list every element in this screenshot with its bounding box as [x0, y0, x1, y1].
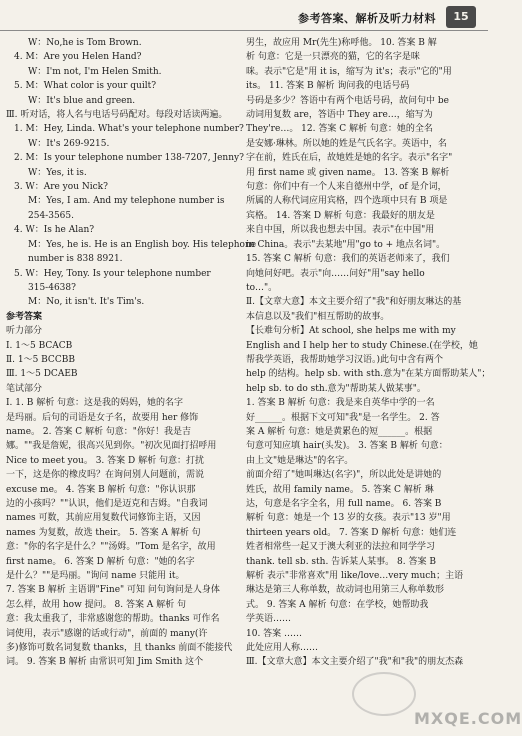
page-header: [0, 4, 488, 30]
text-line: 所属的人称代词应用宾格，四个选项中只有 B 项是: [246, 196, 448, 207]
text-line: 向她问好吧。表示"向……问好"用"say hello: [246, 268, 425, 279]
text-line: 【长难句分析】At school, she helps me with my: [246, 326, 456, 337]
watermark-stamp: [352, 672, 416, 716]
text-line: 5. M：What color is your quilt?: [14, 81, 157, 92]
watermark-text: MXQE.COM: [414, 709, 522, 728]
text-line: 7. 答案 B 解析 主语谓"Fine" 可知 问句询问是人身体: [6, 585, 220, 596]
text-line: help 的结构。help sb. with sth.意为"在某方面帮助某人"；: [246, 369, 491, 380]
text-line: Ⅲ.【文章大意】本文主要介绍了"我"和"我"的朋友杰森: [246, 657, 464, 668]
text-line: W：Yes, it is.: [28, 167, 87, 178]
text-line: 解析 表示"非常喜欢"用 like/love…very much；主语: [246, 571, 464, 582]
text-line: thank. tell sb. sth. 告诉某人某事。 8. 答案 B: [246, 556, 436, 567]
text-line: Ⅱ. 1～5 BCCBB: [6, 354, 75, 365]
text-line: in China。表示"去某地"用"go to + 地点名词"。: [246, 239, 446, 250]
header-divider: [0, 30, 488, 31]
text-line: 笔试部分: [6, 383, 43, 394]
text-line: 前面介绍了"她叫琳达(名字)"，所以此处是讲她的: [246, 470, 442, 481]
text-line: Ⅱ.【文章大意】本文主要介绍了"我"和好朋友琳达的基: [246, 297, 462, 308]
text-line: name。 2. 答案 C 解析 句意："你好！我是吉: [6, 426, 191, 437]
header-title: 参考答案、解析及听力材料: [298, 12, 436, 25]
text-line: 5. W：Hey, Tony. Is your telephone number: [14, 268, 211, 279]
text-line: W：No,he is Tom Brown.: [28, 38, 142, 48]
text-line: Ⅲ. 听对话，将人名与电话号码配对。每段对话读两遍。: [6, 110, 228, 121]
text-line: W：I'm not, I'm Helen Smith.: [28, 66, 162, 77]
text-line: 琳达是第三人称单数，故动词也用第三人称单数形: [246, 585, 445, 596]
page-number-badge: 15: [446, 6, 476, 28]
text-line: 此处应用人称……: [246, 643, 319, 654]
text-line: W：It's blue and green.: [28, 95, 136, 106]
text-line: 句意可知应填 hair(头发)。 3. 答案 B 解析 句意：: [246, 441, 448, 452]
text-line: 案 A 解析 句意：她是黄累色的短______。根据: [246, 426, 433, 437]
text-line: 边的小孩吗？""认识，他们是迈克和吉姆。"自我词: [6, 499, 208, 509]
text-line: 多)修饰可数名词复数 thanks，且 thanks 前面不能接代: [6, 643, 233, 654]
text-line: 由上文"她是琳达"的名字。: [246, 455, 354, 466]
text-line: 15. 答案 C 解析 句意：我们的英语老师来了，我们: [246, 254, 450, 265]
text-line: 315-4638?: [28, 282, 76, 293]
text-line: 帮我学英语，我帮助她学习汉语。)此句中含有两个: [246, 354, 444, 365]
text-line: 好______。根据下文可知"我"是一名学生。 2. 答: [246, 412, 440, 423]
text-line: Nice to meet you。 3. 答案 D 解析 句意：打扰: [6, 455, 204, 466]
text-line: Ⅰ. 1～5 BCACB: [6, 340, 73, 351]
text-line: Ⅰ. 1. B 解析 句意：这是我的妈妈，她的名字: [6, 398, 184, 409]
text-line: 达，句意是名字全名，用 full name。 6. 答案 B: [246, 499, 442, 509]
text-line: 1. 答案 B 解析 句意：我是来自英华中学的一名: [246, 398, 435, 409]
text-line: its。 11. 答案 B 解析 询问我的电话号码: [246, 81, 410, 92]
text-line: 听力部分: [6, 326, 43, 337]
text-line: They're…。 12. 答案 C 解析 句意：她的全名: [246, 124, 433, 135]
text-line: 男生，故应用 Mr(先生)称呼他。 10. 答案 B 解: [246, 38, 437, 48]
text-line: 式。 9. 答案 A 解析 句意：在学校，她帮助我: [246, 599, 429, 610]
text-line: M：Yes, he is. He is an English boy. His telephone: [28, 239, 257, 250]
text-line: 娜。""我是詹妮，很高兴见到你。"初次见面打招呼用: [6, 441, 217, 452]
text-line: 本信息以及"我们"相互帮助的故事。: [246, 311, 390, 322]
text-line: 意：我太重我了，非常感谢您的帮助。thanks 可作名: [6, 614, 220, 625]
text-line: names 为复数，故选 their。 5. 答案 A 解析 句: [6, 527, 201, 538]
text-line: W：It's 269-9215.: [28, 138, 110, 149]
text-line: M：Yes, I am. And my telephone number is: [28, 196, 225, 207]
text-line: 一下，这是你的橡皮吗？在询问别人问题前，需说: [6, 470, 205, 481]
text-line: 2. M：Is your telephone number 138-7207, Jenny?: [14, 153, 244, 164]
text-line: 是安娜·琳林。所以她的姓是气氏名字。英语中，名: [246, 138, 447, 149]
text-line: 参考答案: [6, 311, 43, 322]
text-line: 字在前，姓氏在后，故她姓是她的名字。表示"名字": [246, 153, 453, 164]
text-line: 4. M：Are you Helen Hand?: [14, 52, 142, 63]
text-line: first name。 6. 答案 D 解析 句意："她的名字: [6, 556, 195, 567]
text-line: 词使用，表示"感谢的话或行动"，前面的 many(许: [6, 628, 208, 639]
text-line: 解析 句意：她是一个 13 岁的女孩。表示"13 岁"用: [246, 513, 451, 524]
text-line: 是什么？""是玛丽。"询问 name 只能用 it。: [6, 571, 185, 582]
text-line: 来自中国，所以我也想去中国。表示"在中国"用: [246, 225, 435, 236]
text-line: 句意：你们中有一个人来自德州中学，of 是介词，: [246, 182, 447, 193]
text-line: 姓者相常些一起又于澳大利亚的法拉和同学学习: [246, 542, 436, 553]
text-line: to…"。: [246, 282, 278, 293]
text-line: 10. 答案 ……: [246, 628, 303, 639]
right-column: [246, 36, 491, 670]
text-line: 怎么样，故用 how 提问。 8. 答案 A 解析 句: [6, 599, 187, 610]
text-line: 4. W：Is he Alan?: [14, 225, 95, 236]
text-line: excuse me。 4. 答案 B 解析 句意："你认识那: [6, 484, 196, 495]
text-line: 析 句意：它是一只漂亮的猫，它的名字是咪: [246, 52, 420, 63]
text-line: 宾格。 14. 答案 D 解析 句意：我最好的朋友是: [246, 210, 435, 221]
text-line: 意："你的名字是什么？""汤姆。"Tom 是名字，故用: [6, 542, 216, 553]
text-line: Ⅲ. 1～5 DCAEB: [6, 369, 78, 380]
text-line: 号码是多少？答语中有两个电话号码，故问句中 be: [246, 95, 449, 106]
text-line: 用 first name 或 given name。 13. 答案 B 解析: [246, 167, 450, 178]
text-line: number is 838 8921.: [28, 254, 123, 265]
text-line: names 可数，其前应用复数代词修饰主语，又因: [6, 513, 201, 524]
text-line: 是玛丽。后句的司语是女子名，故要用 her 修饰: [6, 412, 199, 423]
text-line: help sb. to do sth.意为"帮助某人做某事"。: [246, 383, 426, 394]
text-line: 动词用复数 are，答语中 They are…，缩写为: [246, 110, 433, 121]
text-line: 254-3565.: [28, 210, 74, 221]
text-line: 词。 9. 答案 B 解析 由常识可知 Jim Smith 这个: [6, 657, 204, 668]
text-line: thirteen years old。 7. 答案 D 解析 句意：她们连: [246, 527, 457, 538]
text-line: 3. W：Are you Nick?: [14, 182, 108, 193]
text-line: M：No, it isn't. It's Tim's.: [28, 297, 145, 308]
text-line: English and I help her to study Chinese.(在学校，她: [246, 340, 478, 351]
text-line: 姓氏，故用 family name。 5. 答案 C 解析 琳: [246, 484, 434, 495]
text-line: 咪。表示"它是"用 it is，缩写为 it's；表示"它的"用: [246, 66, 452, 77]
text-line: 学英语……: [246, 614, 292, 625]
text-line: 1. M：Hey, Linda. What's your telephone number?: [14, 124, 244, 135]
left-column: [6, 36, 257, 670]
